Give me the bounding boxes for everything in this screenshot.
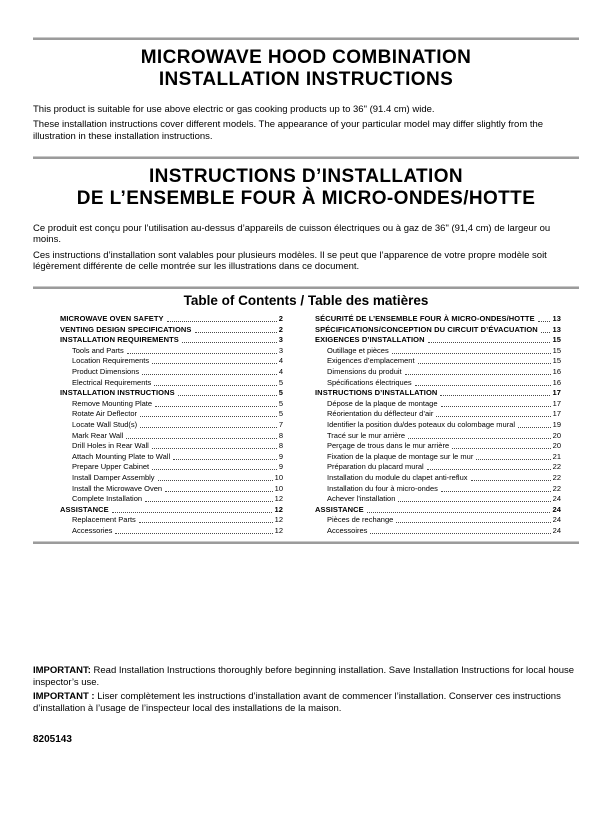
toc-entry xyxy=(315,324,561,335)
toc-entry-page: 24 xyxy=(552,515,561,525)
toc-entry-page: 12 xyxy=(274,504,283,514)
toc-leader-dots xyxy=(396,522,550,523)
toc-entry-page: 15 xyxy=(552,345,561,355)
toc-entry-page: 22 xyxy=(552,462,561,472)
toc-entry-label: EXIGENCES D’INSTALLATION xyxy=(315,335,425,345)
french-title xyxy=(33,166,579,210)
french-title-line1: INSTRUCTIONS D’INSTALLATION xyxy=(148,166,464,188)
toc-leader-dots xyxy=(167,321,277,322)
toc-entry-page: 13 xyxy=(552,324,561,334)
toc-entry-page: 3 xyxy=(278,335,283,345)
toc-column-english xyxy=(60,313,283,535)
toc-entry-label: INSTRUCTIONS D’INSTALLATION xyxy=(315,388,438,398)
toc-entry-label: Exigences d’emplacement xyxy=(327,356,415,366)
toc-entry-label: MICROWAVE OVEN SAFETY xyxy=(60,314,164,324)
toc-entry-page: 2 xyxy=(278,314,283,324)
toc-leader-dots xyxy=(178,395,277,396)
toc-entry-page: 5 xyxy=(278,409,283,419)
mid-divider xyxy=(33,156,579,159)
toc-entry-label: SPÉCIFICATIONS/CONCEPTION DU CIRCUIT D’ÉVACUATION xyxy=(315,324,538,334)
toc-entry-label: Replacement Parts xyxy=(72,515,136,525)
toc-leader-dots xyxy=(428,342,551,343)
toc-leader-dots xyxy=(152,363,277,364)
toc-column-french xyxy=(315,313,561,535)
toc-entry-label: INSTALLATION REQUIREMENTS xyxy=(60,335,179,345)
toc-bottom-divider xyxy=(33,541,579,544)
toc-entry-label: ASSISTANCE xyxy=(315,504,364,514)
toc-entry xyxy=(315,398,561,409)
toc-entry xyxy=(60,429,283,440)
toc-entry-page: 12 xyxy=(274,525,283,535)
toc-entry-label: Réorientation du déflecteur d’air xyxy=(327,409,434,419)
toc-entry-page: 9 xyxy=(278,462,283,472)
toc-heading: Table of Contents / Table des matières xyxy=(183,292,429,308)
important-text-french: Liser complètement les instructions d’installation avant de commencer l’installation. Conserver ces instructions d’installation à l’usage de l’inspecteur local des installations de la maison. xyxy=(33,691,561,714)
toc-entry-label: Installation du four à micro-ondes xyxy=(327,483,438,493)
toc-entry-page: 7 xyxy=(278,419,283,429)
toc-entry-page: 5 xyxy=(278,398,283,408)
toc-entry xyxy=(315,419,561,430)
toc-entry xyxy=(315,387,561,398)
toc-leader-dots xyxy=(518,427,551,428)
toc-entry xyxy=(60,493,283,504)
toc-entry-page: 16 xyxy=(552,367,561,376)
toc-entry xyxy=(60,345,283,356)
toc-entry-page: 17 xyxy=(552,409,561,419)
toc-entry xyxy=(60,419,283,430)
toc-leader-dots xyxy=(155,406,277,407)
toc-entry-page: 20 xyxy=(552,441,561,451)
toc-entry-label: Fixation de la plaque de montage sur le mur xyxy=(327,451,474,461)
toc-entry-page: 15 xyxy=(552,356,561,366)
toc-leader-dots xyxy=(165,491,273,492)
toc-entry xyxy=(315,493,561,504)
toc-entry-label: Outillage et pièces xyxy=(327,345,389,355)
toc-entry-page: 15 xyxy=(552,335,561,345)
toc-entry xyxy=(315,334,561,345)
toc-entry-label: Tracé sur le mur arrière xyxy=(327,430,406,440)
toc-leader-dots xyxy=(126,438,276,439)
toc-entry xyxy=(60,355,283,366)
toc-leader-dots xyxy=(398,501,550,502)
toc-entry-label: Product Dimensions xyxy=(72,367,140,376)
toc-leader-dots xyxy=(112,512,273,513)
toc-entry-page: 22 xyxy=(552,483,561,493)
toc-entry xyxy=(315,504,561,515)
toc-entry xyxy=(315,355,561,366)
french-paragraph-2: Ces instructions d’installation sont valables pour plusieurs modèles. Il se peut que l’apparence de votre propre modèle soit légèrement différente de celle montrée sur les illustrations dans ce document. xyxy=(33,249,547,273)
toc-entry-label: Drill Holes in Rear Wall xyxy=(72,441,149,451)
toc-entry xyxy=(60,334,283,345)
toc-entry xyxy=(60,514,283,525)
important-text-english: Read Installation Instructions thoroughly before beginning installation. Save Installation Instructions for local house inspector’s use. xyxy=(33,665,575,688)
toc-entry-page: 24 xyxy=(552,525,561,535)
toc-leader-dots xyxy=(158,480,273,481)
english-title-line2: INSTALLATION INSTRUCTIONS xyxy=(158,69,454,90)
toc-entry xyxy=(315,440,561,451)
french-paragraph-1: Ce produit est conçu pour l’utilisation au-dessus d’appareils de cuisson électriques ou à gaz de 36" (91,4 cm) de largeur ou moins. xyxy=(33,222,551,246)
toc-entry-label: INSTALLATION INSTRUCTIONS xyxy=(60,388,175,398)
toc-entry xyxy=(60,472,283,483)
toc-entry xyxy=(315,345,561,356)
toc-entry-page: 10 xyxy=(274,472,283,482)
toc-entry-page: 22 xyxy=(552,472,561,482)
toc-leader-dots xyxy=(471,480,551,481)
toc-entry xyxy=(60,504,283,515)
toc-entry-page: 21 xyxy=(552,451,561,461)
important-note-french xyxy=(33,691,579,714)
toc-leader-dots xyxy=(440,395,550,396)
toc-entry-label: Perçage de trous dans le mur arrière xyxy=(327,441,450,451)
toc-entry-page: 19 xyxy=(552,419,561,429)
toc-entry xyxy=(315,366,561,377)
toc-leader-dots xyxy=(408,438,551,439)
toc-leader-dots xyxy=(139,522,273,523)
toc-entry-label: Dimensions du produit xyxy=(327,367,402,376)
toc-leader-dots xyxy=(427,469,551,470)
toc-entry-page: 8 xyxy=(278,441,283,451)
toc-entry-label: Identifier la position du/des poteaux du colombage mural xyxy=(327,419,516,429)
toc-leader-dots xyxy=(182,342,277,343)
toc-leader-dots xyxy=(370,533,550,534)
toc-leader-dots xyxy=(152,448,277,449)
toc-leader-dots xyxy=(541,332,551,333)
document-part-number: 8205143 xyxy=(33,734,72,746)
toc-entry-page: 12 xyxy=(274,515,283,525)
toc-leader-dots xyxy=(152,469,277,470)
french-title-line2: DE L’ENSEMBLE FOUR À MICRO-ONDES/HOTTE xyxy=(76,188,536,210)
toc-entry-label: Accessoires xyxy=(327,525,368,535)
toc-entry-label: Rotate Air Deflector xyxy=(72,409,138,419)
toc-entry-page: 9 xyxy=(278,451,283,461)
english-title-line1: MICROWAVE HOOD COMBINATION xyxy=(140,47,472,68)
toc-entry-label: SÉCURITÉ DE L’ENSEMBLE FOUR À MICRO-ONDES/HOTTE xyxy=(315,314,535,324)
toc-entry-page: 17 xyxy=(552,398,561,408)
toc-leader-dots xyxy=(415,385,551,386)
toc-entry xyxy=(315,408,561,419)
toc-top-divider xyxy=(33,286,579,289)
toc-entry xyxy=(315,429,561,440)
toc-entry-label: Electrical Requirements xyxy=(72,377,152,387)
toc-entry-label: Installation du module du clapet anti-reflux xyxy=(327,472,468,482)
toc-entry xyxy=(315,461,561,472)
toc-entry-page: 20 xyxy=(552,430,561,440)
toc-leader-dots xyxy=(405,374,551,375)
toc-entry-label: Pièces de rechange xyxy=(327,515,394,525)
toc-entry xyxy=(60,408,283,419)
toc-leader-dots xyxy=(154,385,277,386)
toc-leader-dots xyxy=(452,448,551,449)
toc-entry xyxy=(315,451,561,462)
toc-entry xyxy=(315,482,561,493)
english-title xyxy=(33,47,579,91)
toc-entry-label: Remove Mounting Plate xyxy=(72,398,153,408)
english-paragraph-1: This product is suitable for use above electric or gas cooking products up to 36" (91.4 cm) wide. xyxy=(33,103,435,115)
toc-leader-dots xyxy=(140,416,277,417)
toc-entry xyxy=(315,377,561,388)
toc-entry xyxy=(60,313,283,324)
toc-leader-dots xyxy=(441,491,551,492)
toc-entry xyxy=(60,377,283,388)
toc-leader-dots xyxy=(115,533,272,534)
toc-entry xyxy=(315,313,561,324)
toc-entry-label: Install Damper Assembly xyxy=(72,472,155,482)
toc-leader-dots xyxy=(441,406,551,407)
toc-leader-dots xyxy=(538,321,551,322)
toc-entry xyxy=(60,461,283,472)
toc-entry-page: 12 xyxy=(274,494,283,504)
toc-entry-label: Spécifications électriques xyxy=(327,377,412,387)
toc-entry-page: 2 xyxy=(278,324,283,334)
toc-entry xyxy=(60,451,283,462)
important-note-english xyxy=(33,665,579,688)
toc-leader-dots xyxy=(140,427,277,428)
toc-entry xyxy=(60,324,283,335)
toc-entry-page: 16 xyxy=(552,377,561,387)
toc-leader-dots xyxy=(127,353,277,354)
toc-entry xyxy=(60,366,283,377)
toc-entry-label: ASSISTANCE xyxy=(60,504,109,514)
toc-entry-page: 8 xyxy=(278,430,283,440)
toc-entry-label: Mark Rear Wall xyxy=(72,430,124,440)
toc-entry-label: Achever l’installation xyxy=(327,494,396,504)
important-label-french: IMPORTANT : xyxy=(33,691,95,703)
toc-entry xyxy=(315,514,561,525)
toc-leader-dots xyxy=(418,363,551,364)
toc-entry-label: Attach Mounting Plate to Wall xyxy=(72,451,171,461)
toc-entry-label: VENTING DESIGN SPECIFICATIONS xyxy=(60,324,192,334)
toc-leader-dots xyxy=(392,353,551,354)
toc-leader-dots xyxy=(145,501,273,502)
toc-leader-dots xyxy=(142,374,277,375)
toc-entry-page: 5 xyxy=(278,377,283,387)
toc-entry-page: 5 xyxy=(278,388,283,398)
toc-leader-dots xyxy=(173,459,277,460)
toc-entry-label: Tools and Parts xyxy=(72,345,124,355)
toc-entry-page: 4 xyxy=(278,356,283,366)
english-paragraph-2: These installation instructions cover different models. The appearance of your particular model may differ slightly from the illustration in these installation instructions. xyxy=(33,119,544,142)
toc-entry xyxy=(315,525,561,536)
toc-leader-dots xyxy=(476,459,550,460)
toc-entry-label: Prepare Upper Cabinet xyxy=(72,462,150,472)
toc-entry-page: 13 xyxy=(552,314,561,324)
toc-entry xyxy=(60,387,283,398)
toc-entry-page: 24 xyxy=(552,504,561,514)
toc-entry xyxy=(60,525,283,536)
toc-entry-label: Complete Installation xyxy=(72,494,143,504)
table-of-contents xyxy=(33,313,579,535)
toc-entry-label: Locate Wall Stud(s) xyxy=(72,419,138,429)
document-page xyxy=(0,37,612,829)
important-notes xyxy=(33,665,579,714)
toc-leader-dots xyxy=(367,512,551,513)
toc-entry-label: Préparation du placard mural xyxy=(327,462,424,472)
toc-leader-dots xyxy=(436,416,550,417)
toc-entry-label: Accessories xyxy=(72,525,113,535)
toc-entry xyxy=(60,398,283,409)
toc-entry-page: 3 xyxy=(278,345,283,355)
toc-entry-page: 17 xyxy=(552,388,561,398)
toc-leader-dots xyxy=(195,332,277,333)
toc-entry-page: 10 xyxy=(274,483,283,493)
toc-entry-page: 24 xyxy=(552,494,561,504)
toc-entry xyxy=(315,472,561,483)
toc-entry-page: 4 xyxy=(278,367,283,376)
toc-entry-label: Install the Microwave Oven xyxy=(72,483,163,493)
toc-entry xyxy=(60,482,283,493)
toc-entry-label: Dépose de la plaque de montage xyxy=(327,398,438,408)
top-divider xyxy=(33,37,579,40)
toc-entry-label: Location Requirements xyxy=(72,356,150,366)
toc-entry xyxy=(60,440,283,451)
important-label-english: IMPORTANT: xyxy=(33,665,91,677)
